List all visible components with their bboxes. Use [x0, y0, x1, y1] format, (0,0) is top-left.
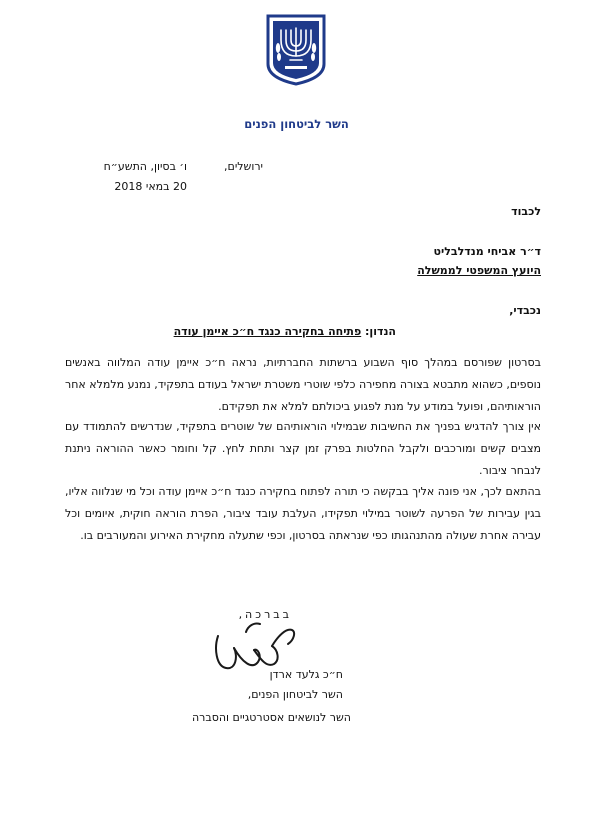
body-paragraph-1: בסרטון שפורסם במהלך סוף השבוע ברשתות החברתיות, נראה ח״כ איימן עודה המלווה באנשים נוספים, כשהוא מתבטא בצורה מחפירה כלפי שוטרי משטרת ישראל בעודם בתפקיד, נמנע מלמלא אחר הוראותיהם, ופועל במודע על מנת לפגוע ביכולתם למלא את תפקידם.	[65, 356, 541, 413]
signer-name: ח״כ גלעד ארדן	[269, 668, 343, 681]
hebrew-date: ו׳ בסיון, התשע״ח	[103, 160, 187, 173]
subject-line	[174, 325, 396, 339]
greeting: נכבדי,	[509, 304, 541, 317]
signer-role-1: השר לביטחון הפנים,	[247, 688, 343, 701]
to-label: לכבוד	[511, 205, 541, 218]
gregorian-date: 20 במאי 2018	[114, 180, 187, 193]
addressee-name: ד״ר אביחי מנדלבליט	[433, 245, 541, 258]
addressee-title: היועץ המשפטי לממשלה	[417, 264, 541, 277]
ministry-header: השר לביטחון הפנים	[244, 117, 349, 131]
subject-label: הנדון:	[365, 325, 396, 338]
subject-text: פתיחה בחקירה כנגד ח״כ איימן עודה	[173, 325, 362, 338]
closing-blessing: בברכה,	[238, 608, 292, 621]
menorah-emblem-icon	[266, 14, 326, 86]
dateline-city: ירושלים,	[224, 160, 263, 173]
body-paragraph-2: אין צורך להדגיש בפניך את החשיבות שבמילוי הוראותיהם של שוטרים בתפקיד, שנדרשים להתמודד עם מצבים קשים ומורכבים ולקבל החלטות בפרק זמן קצר ותחת לחץ. קל וחומר כאשר ההוראה ניתנת לנבחר ציבור.	[65, 420, 541, 477]
signer-role-2: השר לנושאים אסטרטגיים והסברה	[191, 711, 351, 724]
body-paragraph-3: בהתאם לכך, אני פונה אליך בבקשה כי תורה לפתוח בחקירה כנגד ח״כ איימן עודה וכל מי שנלווה אליו, בגין עבירות של הפרעה לשוטר במילוי תפקידו, העלבת עובד ציבור, הפרת הוראה חוקית, איומים וכל עבירה אחרת שעולה מהתנהגותו כפי שנראתה בסרטון, וכפי שתעלה מחקירת האירוע והמעורבים בו.	[65, 485, 541, 542]
